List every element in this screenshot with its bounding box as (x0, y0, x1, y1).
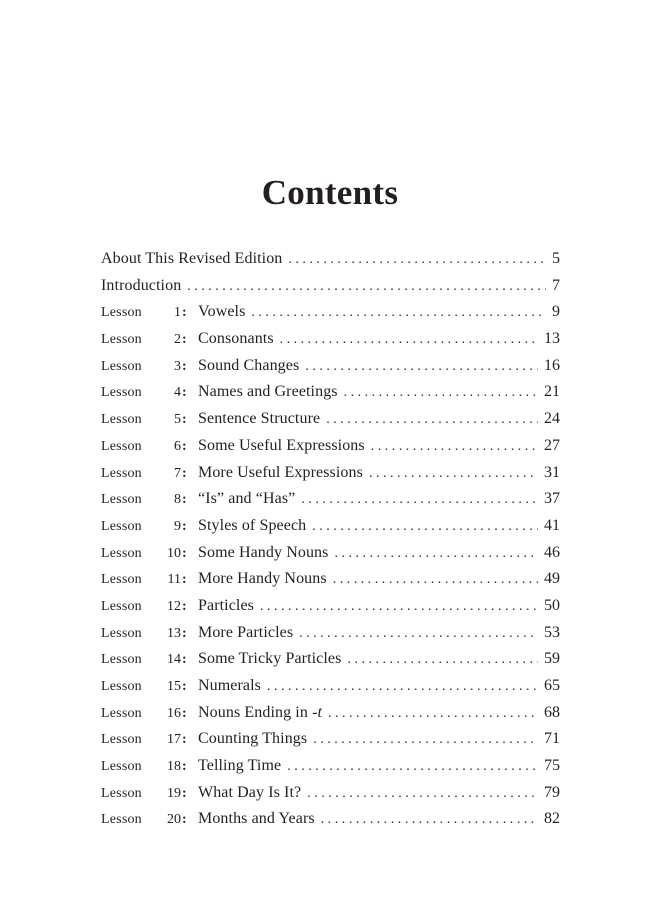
page-number: 13 (544, 330, 560, 348)
entry-title (198, 517, 306, 535)
entry-title-text: Nouns Ending in (198, 703, 308, 721)
lesson-colon: : (182, 625, 187, 641)
entry-title (198, 570, 327, 588)
toc-entry[interactable] (101, 597, 560, 624)
lesson-number: 10 (167, 545, 181, 561)
table-of-contents (101, 250, 560, 837)
lesson-number: 8 (174, 492, 181, 508)
entry-title (198, 650, 341, 668)
lesson-number: 16 (167, 705, 181, 721)
toc-entry[interactable] (101, 784, 560, 811)
toc-entry[interactable] (101, 570, 560, 597)
lesson-number: 15 (167, 679, 181, 694)
lesson-label: Lesson (101, 598, 142, 614)
page-number: 75 (544, 757, 560, 775)
page-number: 68 (544, 703, 560, 721)
entry-title (198, 490, 295, 508)
toc-entry[interactable] (101, 544, 560, 571)
dot-leader (280, 332, 538, 348)
toc-entry[interactable] (101, 410, 560, 437)
dot-leader (369, 466, 538, 482)
toc-entry[interactable] (101, 677, 560, 704)
lesson-number: 9 (174, 518, 181, 534)
lesson-label: Lesson (101, 572, 142, 588)
lesson-number: 14 (167, 652, 181, 668)
lesson-number: 5 (174, 412, 181, 428)
lesson-colon: : (182, 545, 187, 561)
lesson-label: Lesson (101, 652, 142, 668)
lesson-number: 13 (167, 625, 181, 641)
lesson-colon: : (182, 332, 187, 348)
entry-title (198, 383, 338, 401)
entry-title-text: Particles (198, 596, 254, 614)
dot-leader (301, 492, 538, 508)
entry-title-text: Some Useful Expressions (198, 436, 365, 454)
lesson-colon: : (182, 598, 187, 614)
entry-title-text: Telling Time (198, 757, 282, 775)
lesson-colon: : (182, 492, 187, 508)
entry-title (198, 677, 261, 695)
lesson-label: Lesson (101, 518, 142, 534)
entry-title (198, 757, 281, 775)
entry-title (198, 730, 307, 748)
lesson-colon: : (182, 759, 187, 775)
lesson-colon: : (182, 652, 187, 668)
entry-title (198, 704, 322, 722)
lesson-label: Lesson (101, 705, 142, 721)
entry-title-text: Consonants (198, 330, 274, 348)
entry-title (198, 437, 365, 455)
entry-title-text: Vowels (198, 303, 246, 321)
lesson-colon: : (182, 518, 187, 534)
lesson-label: Lesson (101, 679, 142, 694)
lesson-number: 11 (167, 572, 181, 588)
entry-title (101, 277, 181, 295)
dot-leader (251, 305, 546, 321)
page-number: 5 (552, 250, 560, 267)
lesson-colon: : (182, 732, 187, 748)
dot-leader (288, 252, 546, 268)
entry-title (198, 784, 301, 802)
lesson-number: 20 (167, 812, 181, 828)
page-number: 27 (544, 436, 560, 454)
lesson-colon: : (182, 358, 187, 374)
lesson-label: Lesson (101, 385, 142, 401)
page-number: 53 (544, 623, 560, 641)
lesson-colon: : (182, 785, 187, 801)
lesson-label: Lesson (101, 305, 142, 321)
dot-leader (328, 706, 538, 722)
lesson-label: Lesson (101, 625, 142, 641)
lesson-colon: : (182, 385, 187, 401)
lesson-number: 1 (174, 305, 181, 321)
entry-title (198, 357, 299, 375)
toc-entry[interactable] (101, 704, 560, 731)
toc-entry[interactable] (101, 357, 560, 384)
lesson-label: Lesson (101, 465, 142, 481)
lesson-label: Lesson (101, 759, 142, 775)
page-title: Contents (261, 173, 399, 213)
lesson-colon: : (182, 465, 187, 481)
entry-title-text: More Useful Expressions (198, 463, 363, 481)
dot-leader (334, 546, 538, 562)
toc-entry[interactable] (101, 303, 560, 330)
dot-leader (333, 572, 538, 588)
page-number: 41 (544, 516, 560, 534)
page-number: 31 (544, 463, 560, 481)
page-number: 37 (544, 490, 560, 508)
dot-leader (347, 652, 538, 668)
toc-entry[interactable] (101, 757, 560, 784)
page-number: 59 (544, 650, 560, 668)
lesson-number: 2 (174, 332, 181, 348)
toc-entry[interactable] (101, 490, 560, 517)
entry-title (198, 464, 363, 482)
lesson-label: Lesson (101, 812, 142, 828)
page-number: 21 (544, 383, 560, 401)
lesson-colon: : (182, 438, 187, 454)
toc-entry[interactable] (101, 730, 560, 757)
entry-title-suffix: -t (312, 703, 323, 721)
lesson-label: Lesson (101, 785, 142, 801)
entry-title-text: More Handy Nouns (198, 570, 327, 588)
entry-title-text: Months and Years (198, 810, 315, 828)
lesson-number: 3 (174, 358, 181, 374)
toc-entry[interactable] (101, 650, 560, 677)
lesson-label: Lesson (101, 438, 142, 454)
dot-leader (312, 519, 538, 535)
entry-title (198, 624, 293, 642)
entry-title-text: Styles of Speech (198, 516, 307, 534)
entry-title-text: More Particles (198, 623, 294, 641)
lesson-number: 17 (167, 732, 181, 748)
toc-entry[interactable] (101, 330, 560, 357)
dot-leader (313, 732, 538, 748)
lesson-label: Lesson (101, 732, 142, 748)
entry-title (198, 410, 320, 428)
dot-leader (321, 812, 538, 828)
lesson-label: Lesson (101, 412, 142, 428)
entry-title-text: Introduction (101, 276, 182, 294)
lesson-colon: : (182, 572, 187, 588)
toc-entry[interactable] (101, 383, 560, 410)
lesson-label: Lesson (101, 358, 142, 374)
toc-entry[interactable] (101, 517, 560, 544)
toc-entry[interactable] (101, 464, 560, 491)
entry-title-text: Counting Things (198, 730, 308, 748)
page-number: 16 (544, 356, 560, 374)
lesson-number: 7 (174, 465, 181, 481)
dot-leader (371, 439, 538, 455)
lesson-colon: : (182, 812, 187, 828)
dot-leader (187, 279, 546, 295)
page-number: 71 (544, 730, 560, 748)
entry-title-text: Some Tricky Particles (198, 650, 342, 668)
toc-entry[interactable] (101, 277, 560, 304)
page-number: 46 (544, 543, 560, 561)
lesson-number: 19 (167, 785, 181, 801)
entry-title (198, 303, 245, 321)
lesson-colon: : (182, 705, 187, 721)
page-number: 79 (544, 783, 560, 801)
page-number: 82 (544, 810, 560, 828)
entry-title-text: Names and Greetings (198, 383, 338, 401)
page-number: 65 (544, 677, 560, 694)
entry-title-text: “Is” and “Has” (198, 490, 296, 508)
lesson-number: 18 (167, 759, 181, 775)
entry-title (198, 330, 274, 348)
lesson-label: Lesson (101, 545, 142, 561)
entry-title-text: Numerals (198, 677, 262, 694)
entry-title-text: Some Handy Nouns (198, 543, 329, 561)
toc-entry[interactable] (101, 810, 560, 837)
lesson-colon: : (182, 305, 187, 321)
entry-title-text: Sound Changes (198, 356, 300, 374)
lesson-label: Lesson (101, 332, 142, 348)
lesson-colon: : (182, 412, 187, 428)
dot-leader (287, 759, 538, 775)
toc-entry[interactable] (101, 250, 560, 277)
entry-title-text: Sentence Structure (198, 410, 321, 428)
page-number: 24 (544, 410, 560, 428)
entry-title (101, 250, 282, 268)
entry-title (198, 810, 315, 828)
dot-leader (305, 359, 538, 375)
entry-title-text: About This Revised Edition (101, 250, 283, 267)
page-number: 49 (544, 570, 560, 588)
dot-leader (344, 385, 538, 401)
entry-title-text: What Day Is It? (198, 783, 302, 801)
toc-entry[interactable] (101, 624, 560, 651)
toc-entry[interactable] (101, 437, 560, 464)
lesson-colon: : (182, 679, 187, 694)
page-number: 50 (544, 596, 560, 614)
lesson-number: 4 (174, 385, 181, 401)
page-number: 7 (552, 276, 560, 294)
entry-title (198, 597, 254, 615)
page-number: 9 (552, 303, 560, 321)
lesson-number: 12 (167, 598, 181, 614)
dot-leader (260, 599, 538, 615)
lesson-label: Lesson (101, 492, 142, 508)
dot-leader (307, 786, 538, 802)
dot-leader (299, 626, 538, 642)
dot-leader (267, 679, 538, 695)
dot-leader (326, 412, 538, 428)
lesson-number: 6 (174, 438, 181, 454)
entry-title (198, 544, 328, 562)
